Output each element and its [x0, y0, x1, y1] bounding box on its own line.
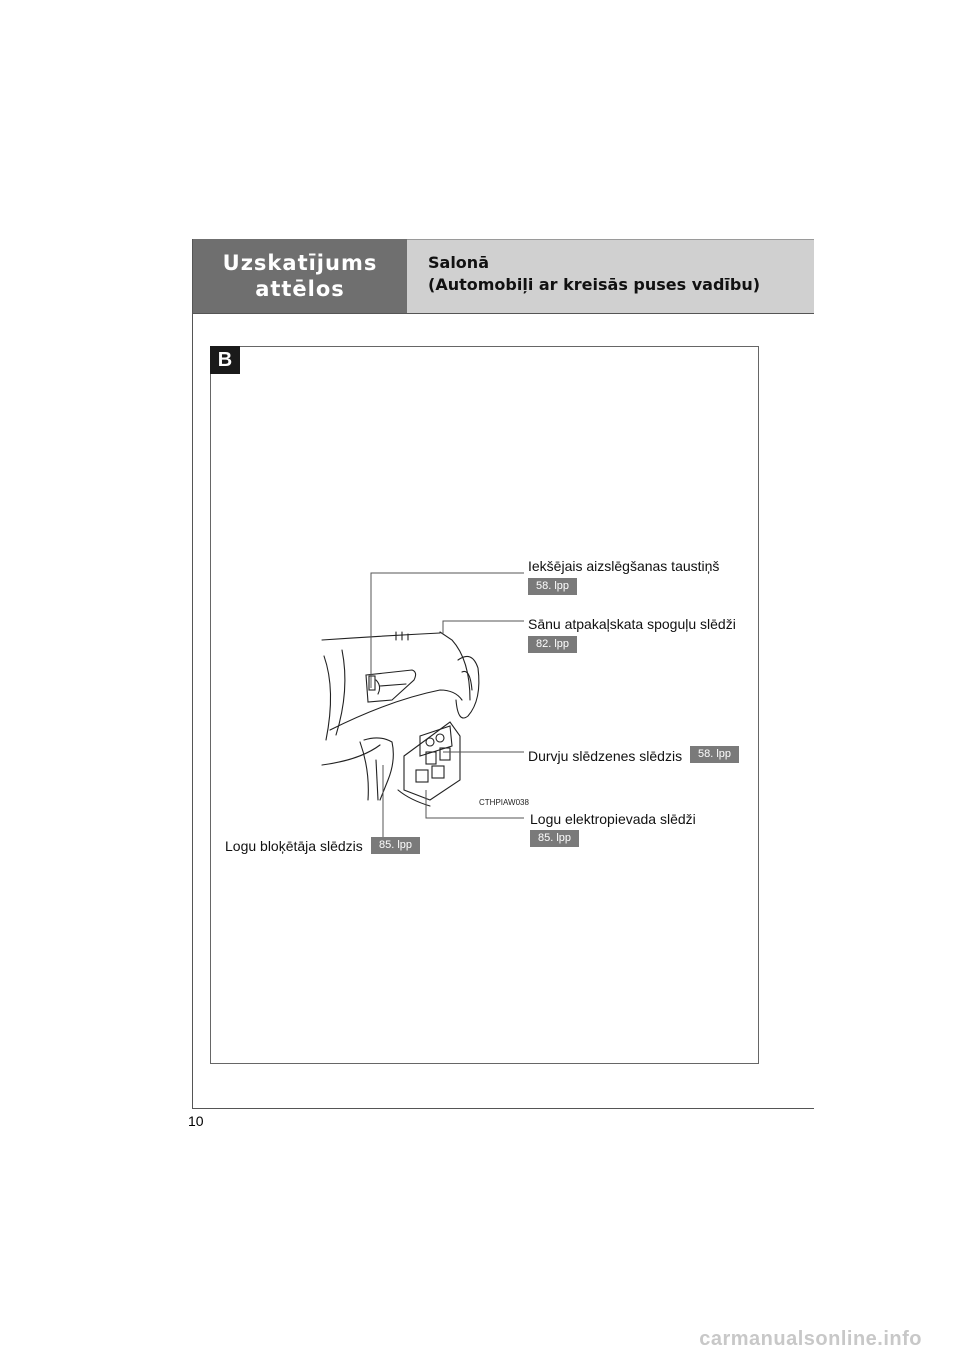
watermark-text: carmanualsonline.info — [699, 1328, 922, 1350]
subtitle-line2: (Automobiļi ar kreisās puses vadību) — [428, 275, 761, 294]
door-handle-recess — [366, 670, 416, 702]
section-title-line1: Uzskatījums — [222, 251, 378, 275]
section-title-line2: attēlos — [255, 277, 345, 301]
door-trim-line — [322, 633, 440, 640]
callout-inner-lock-button-page: 58. lpp — [528, 578, 577, 595]
watermark — [0, 1328, 960, 1351]
page-number: 10 — [188, 1113, 204, 1129]
callout-door-lock-switch-page: 58. lpp — [690, 746, 739, 763]
subtitle-line1: Salonā — [428, 253, 489, 272]
callout-window-lock-switch-label: Logu bloķētāja slēdzis — [225, 838, 363, 854]
callout-window-lock-switch-page: 85. lpp — [371, 837, 420, 854]
callout-power-window-switches-label: Logu elektropievada slēdži — [530, 811, 696, 827]
figure-badge: B — [210, 346, 240, 374]
image-code: CTHPIAW038 — [479, 798, 529, 807]
callout-mirror-switches-label: Sānu atpakaļskata spoguļu slēdži — [528, 616, 736, 632]
callout-door-lock-switch-label: Durvju slēdzenes slēdzis — [528, 748, 683, 764]
callout-mirror-switches-page: 82. lpp — [528, 636, 577, 653]
callout-power-window-switches-page: 85. lpp — [530, 830, 579, 847]
power-window-switch-panel — [404, 722, 460, 800]
callout-inner-lock-button-label: Iekšējais aizslēgšanas taustiņš — [528, 558, 720, 574]
